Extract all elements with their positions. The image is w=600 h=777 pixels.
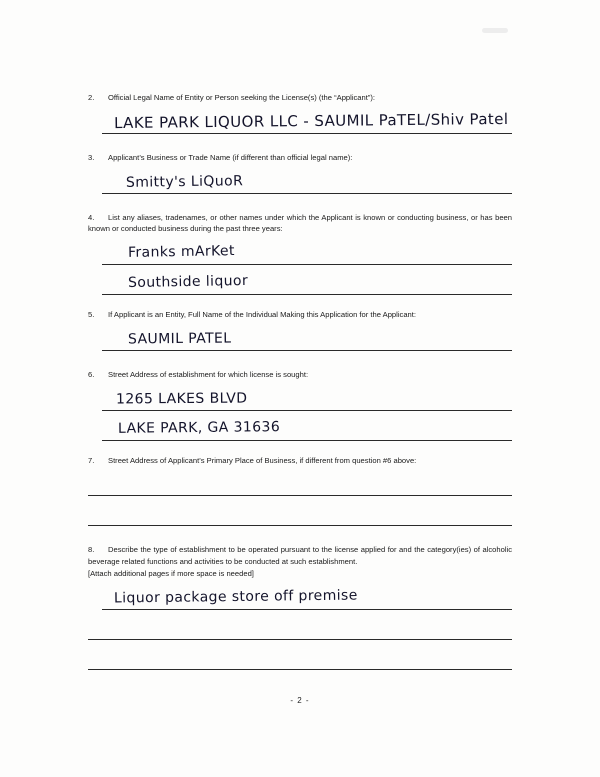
handwritten-answer-2a: LAKE PARK LIQUOR LLC - SAUMIL PaTEL/Shiv Patel: [113, 109, 509, 132]
question-block-3: [88, 152, 512, 194]
question-6-text: 6. Street Address of establishment for which license is sought:: [88, 369, 309, 379]
question-8-text: 8. Describe the type of establishment to be operated pursuant to the license applied for and the category(ies) of alcoholic beverage related functions and activities to be conducted at such establishment.: [88, 545, 512, 567]
answer-field-5a[interactable]: [88, 321, 512, 351]
question-2-number: 2.: [88, 93, 95, 102]
answer-field-7b[interactable]: [88, 496, 512, 526]
question-7-text: 7. Street Address of Applicant’s Primary Place of Business, if different from question #6 above:: [88, 455, 417, 465]
answer-field-3a[interactable]: [88, 164, 512, 194]
answer-field-4a[interactable]: [88, 235, 512, 265]
handwritten-answer-6b: LAKE PARK, GA 31636: [117, 418, 281, 437]
question-4-text: 4. List any aliases, tradenames, or other names under which the Applicant is known or conducting business, or has been known or conducted business during the past three years:: [88, 212, 512, 234]
question-3-number: 3.: [88, 152, 95, 162]
answer-rule: [102, 294, 512, 295]
answer-field-6a[interactable]: [88, 381, 512, 411]
question-block-2: [88, 92, 512, 134]
question-block-5: [88, 309, 512, 351]
question-3-text: 3. Applicant’s Business or Trade Name (if different than official legal name):: [88, 152, 353, 162]
answer-rule: [102, 133, 512, 134]
question-8-number: 8.: [88, 545, 95, 555]
answer-field-2a[interactable]: [88, 104, 512, 134]
handwritten-answer-3a: Smitty's LiQuoR: [125, 172, 244, 191]
handwritten-answer-5a: SAUMIL PATEL: [127, 330, 232, 348]
answer-field-7a[interactable]: [88, 466, 512, 496]
answer-rule: [88, 525, 512, 526]
answer-field-6b[interactable]: [88, 411, 512, 441]
handwritten-answer-4b: Southside liquor: [127, 273, 249, 292]
handwritten-answer-4a: Franks mArKet: [127, 243, 235, 261]
answer-rule: [102, 440, 512, 441]
question-block-4: [88, 212, 512, 296]
handwritten-answer-8a: Liquor package store off premise: [113, 587, 358, 607]
answer-rule: [102, 193, 512, 194]
answer-field-4b[interactable]: [88, 265, 512, 295]
answer-rule: [102, 350, 512, 351]
form-body: [88, 92, 512, 674]
page-number: - 2 -: [290, 696, 310, 705]
answer-field-8a[interactable]: [88, 580, 512, 610]
scan-artifact: [482, 28, 508, 33]
question-5-number: 5.: [88, 310, 95, 320]
question-6-number: 6.: [88, 369, 95, 379]
answer-field-8c[interactable]: [88, 640, 512, 670]
answer-field-8b[interactable]: [88, 610, 512, 640]
question-5-text: 5. If Applicant is an Entity, Full Name of the Individual Making this Application for the Applicant:: [88, 310, 416, 320]
question-block-6: [88, 369, 512, 441]
question-block-8: [88, 544, 512, 669]
question-2-text: 2. Official Legal Name of Entity or Person seeking the License(s) (the “Applicant”):: [88, 93, 376, 102]
handwritten-answer-6a: 1265 LAKES BLVD: [115, 390, 248, 408]
question-block-7: [88, 455, 512, 527]
answer-rule: [88, 669, 512, 670]
question-8-note: [Attach additional pages if more space is needed]: [88, 568, 254, 578]
question-4-number: 4.: [88, 212, 95, 222]
question-7-number: 7.: [88, 455, 95, 465]
